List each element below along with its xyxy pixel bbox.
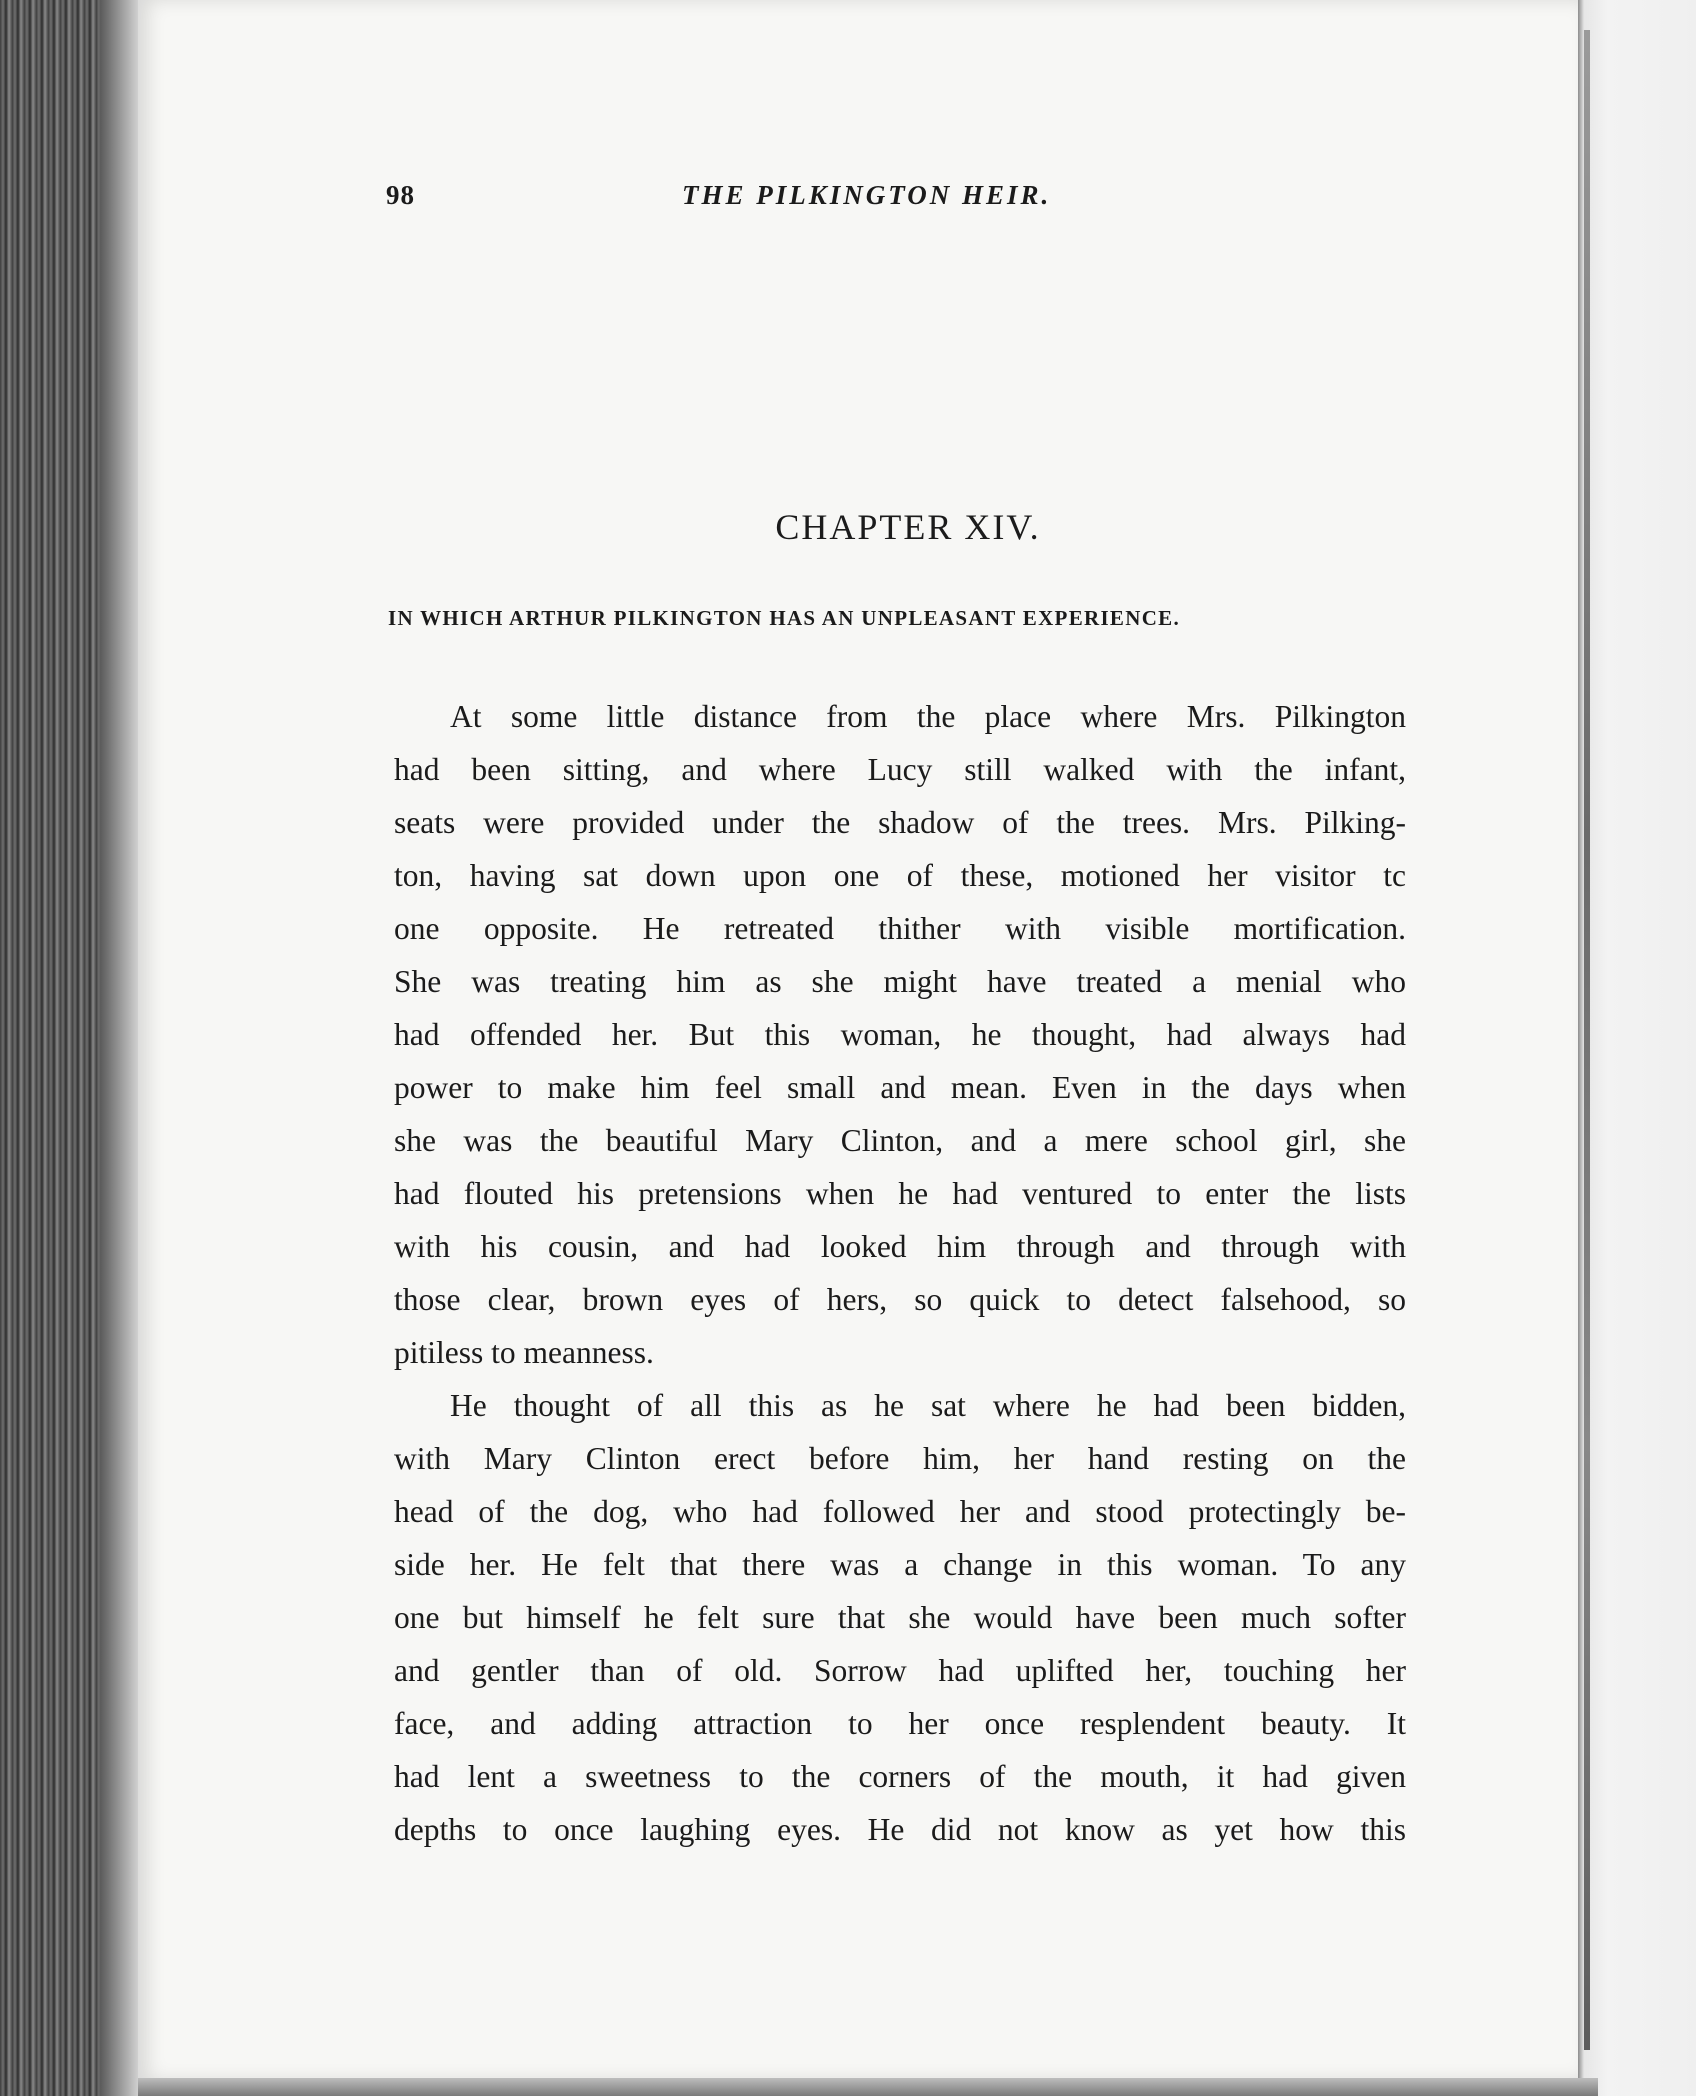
text-line: one but himself he felt sure that she would have been much softer (394, 1600, 1406, 1635)
text-line: with Mary Clinton erect before him, her hand resting on the (394, 1441, 1406, 1476)
text-line: one opposite. He retreated thither with visible mortification. (394, 911, 1406, 946)
text-line: those clear, brown eyes of hers, so quick to detect falsehood, so (394, 1282, 1406, 1317)
running-head (386, 180, 1406, 220)
text-line: had been sitting, and where Lucy still walked with the infant, (394, 752, 1406, 787)
text-line: had flouted his pretensions when he had ventured to enter the lists (394, 1176, 1406, 1211)
next-leaf-edge (1584, 30, 1590, 2050)
gutter-shadow (100, 0, 140, 2096)
text-line: face, and adding attraction to her once resplendent beauty. It (394, 1706, 1406, 1741)
text-line: depths to once laughing eyes. He did not know as yet how this (394, 1812, 1406, 1847)
text-line: had lent a sweetness to the corners of the mouth, it had given (394, 1759, 1406, 1794)
text-line: He thought of all this as he sat where he had been bidden, (450, 1388, 1406, 1423)
text-line: power to make him feel small and mean. Even in the days when (394, 1070, 1406, 1105)
page-number: 98 (386, 180, 415, 210)
text-line: seats were provided under the shadow of the trees. Mrs. Pilking- (394, 805, 1406, 840)
text-line: and gentler than of old. Sorrow had uplifted her, touching her (394, 1653, 1406, 1688)
text-line: head of the dog, who had followed her and stood protectingly be- (394, 1494, 1406, 1529)
chapter-heading: CHAPTER XIV. (775, 507, 1041, 547)
running-title: THE PILKINGTON HEIR. (682, 180, 1052, 210)
body-text (394, 690, 1406, 1856)
text-line: side her. He felt that there was a change in this woman. To any (394, 1547, 1406, 1582)
page-bottom-edge (138, 2078, 1598, 2096)
text-line: had offended her. But this woman, he thought, had always had (394, 1017, 1406, 1052)
fore-edge (1578, 0, 1696, 2096)
text-line: ton, having sat down upon one of these, motioned her visitor tc (394, 858, 1406, 893)
chapter-subtitle: IN WHICH ARTHUR PILKINGTON HAS AN UNPLEASANT EXPERIENCE. (388, 606, 1181, 630)
text-line: At some little distance from the place where Mrs. Pilkington (450, 699, 1406, 734)
text-line: she was the beautiful Mary Clinton, and a mere school girl, she (394, 1123, 1406, 1158)
text-line: with his cousin, and had looked him through and through with (394, 1229, 1406, 1264)
text-line: pitiless to meanness. (394, 1335, 654, 1370)
text-line: She was treating him as she might have treated a menial who (394, 964, 1406, 999)
